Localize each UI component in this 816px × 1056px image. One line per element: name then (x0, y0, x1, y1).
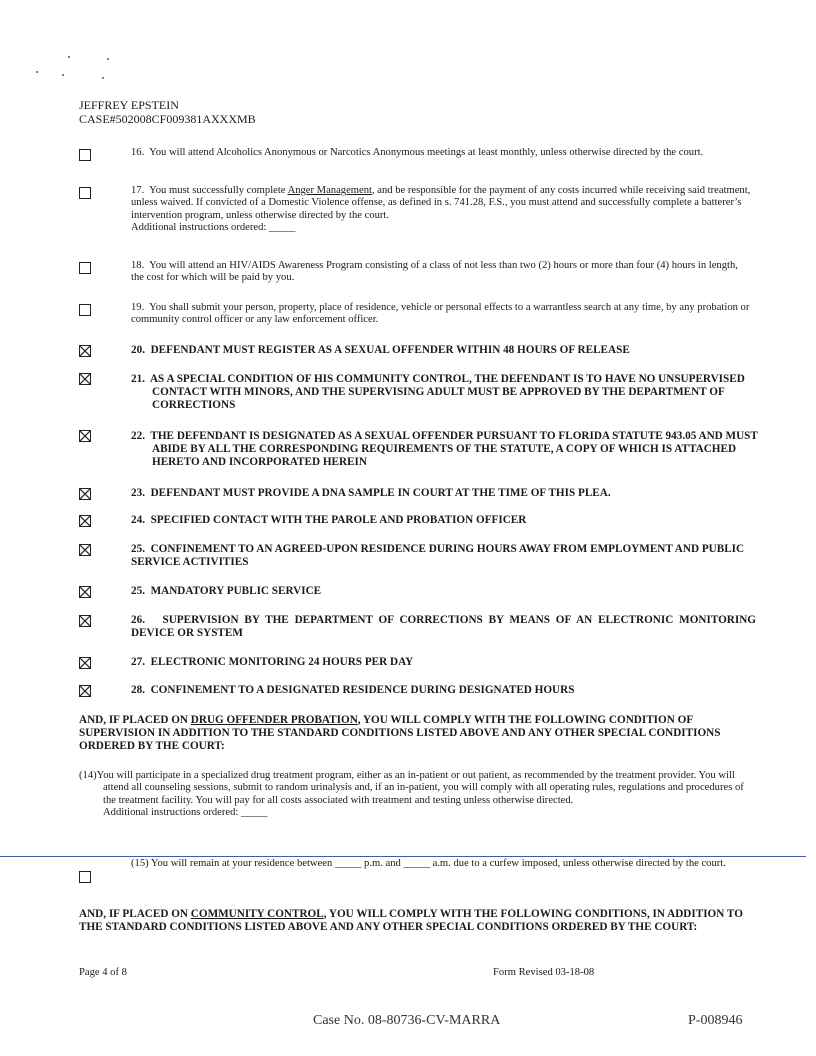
condition-24: 24. SPECIFIED CONTACT WITH THE PAROLE AND PROBATION OFFICER (131, 514, 527, 526)
condition-checkbox-15[interactable] (79, 871, 91, 883)
condition-15-text: You will remain at your residence between _____ p.m. and _____ a.m. due to a curfew imposed, unless otherwise directed by the court. (150, 858, 726, 869)
x-mark-icon (80, 545, 90, 555)
condition-25a-text: CONFINEMENT TO AN AGREED-UPON RESIDENCE DURING HOURS AWAY FROM EMPLOYMENT AND PUBLIC SERVICE ACTIVITIES (131, 543, 745, 568)
condition-checkbox-18[interactable] (79, 262, 91, 274)
page-number: Page 4 of 8 (79, 967, 127, 978)
condition-20-text: DEFENDANT MUST REGISTER AS A SEXUAL OFFENDER WITHIN 48 HOURS OF RELEASE (150, 344, 630, 356)
condition-16-text: You will attend Alcoholics Anonymous or Narcotics Anonymous meetings at least monthly, unless otherwise directed by the court. (149, 147, 704, 158)
condition-21: 21. AS A SPECIAL CONDITION OF HIS COMMUNITY CONTROL, THE DEFENDANT IS TO HAVE NO UNSUPERVISED CONTACT WITH MINORS, AND THE SUPERVISING ADULT MUST BE APPROVED BY THE DEPARTMENT OF CORRECTIONS (131, 373, 745, 411)
case-number: CASE#502008CF009381AXXXMB (79, 112, 256, 126)
condition-checkbox-19[interactable] (79, 304, 91, 316)
scan-divider-line (0, 856, 806, 857)
defendant-name: JEFFREY EPSTEIN (79, 98, 179, 112)
condition-checkbox-24[interactable] (79, 515, 91, 527)
condition-23-text: DEFENDANT MUST PROVIDE A DNA SAMPLE IN COURT AT THE TIME OF THIS PLEA. (150, 487, 611, 499)
x-mark-icon (80, 686, 90, 696)
condition-18: 18. You will attend an HIV/AIDS Awareness Program consisting of a class of not less than two (2) hours or more than four (4) hours in length, the cost for which will be paid by you. (131, 260, 738, 284)
condition-21-text: AS A SPECIAL CONDITION OF HIS COMMUNITY CONTROL, THE DEFENDANT IS TO HAVE NO UNSUPERVISED CONTACT WITH MINORS, AND THE SUPERVISING ADULT MUST BE APPROVED BY THE DEPARTMENT OF CORRECTIONS (149, 373, 745, 411)
condition-checkbox-23[interactable] (79, 488, 91, 500)
x-mark-icon (80, 516, 90, 526)
condition-checkbox-26[interactable] (79, 615, 91, 627)
scan-speck (62, 74, 64, 76)
condition-18-text: You will attend an HIV/AIDS Awareness Program consisting of a class of not less than two (2) hours or more than four (4) hours in length, the cost for which will be paid by you. (131, 260, 738, 284)
condition-28: 28. CONFINEMENT TO A DESIGNATED RESIDENCE DURING DESIGNATED HOURS (131, 684, 575, 696)
condition-checkbox-17[interactable] (79, 187, 91, 199)
condition-25b: 25. MANDATORY PUBLIC SERVICE (131, 585, 322, 597)
condition-checkbox-16[interactable] (79, 149, 91, 161)
form-revision: Form Revised 03-18-08 (493, 967, 595, 978)
condition-19-text: You shall submit your person, property, place of residence, vehicle or personal effects to a warrantless search at any time, by any probation or community control officer or any law enforcement officer. (131, 302, 750, 326)
x-mark-icon (80, 374, 90, 384)
x-mark-icon (80, 616, 90, 626)
condition-27-text: ELECTRONIC MONITORING 24 HOURS PER DAY (150, 656, 414, 668)
x-mark-icon (80, 587, 90, 597)
condition-20: 20. DEFENDANT MUST REGISTER AS A SEXUAL OFFENDER WITHIN 48 HOURS OF RELEASE (131, 344, 630, 356)
x-mark-icon (80, 431, 90, 441)
condition-checkbox-25a[interactable] (79, 544, 91, 556)
scan-speck (68, 56, 70, 58)
scan-speck (36, 71, 38, 73)
condition-15: (15) You will remain at your residence between _____ p.m. and _____ a.m. due to a curfew imposed, unless otherwise directed by the court. (131, 858, 726, 869)
condition-checkbox-28[interactable] (79, 685, 91, 697)
condition-17: 17. You must successfully complete Anger Management, and be responsible for the payment of any costs incurred while receiving said treatment, unless waived. If convicted of a Domestic Violence offense, as defined in s. 741.28, F.S., you must attend and successfully complete a batterer’s intervention program, unless otherwise directed by the court. Additional instructions ordered: _____ (131, 185, 751, 234)
condition-14-text: You will participate in a specialized drug treatment program, either as an in-patient or out patient, as recommended by the treatment provider. You will attend all counseling sessions, submit to random urinalysis and, if an in-patient, you will comply with all operating rules, regulations and procedures of the treatment facility. You will pay for all costs associated with treatment and testing unless otherwise directed. (96, 770, 744, 806)
condition-14: (14)You will participate in a specialized drug treatment program, either as an in-patient or out patient, as recommended by the treatment provider. You will attend all counseling sessions, submit to random urinalysis and, if an in-patient, you will comply with all operating rules, regulations and procedures of the treatment facility. You will pay for all costs associated with treatment and testing unless otherwise directed. Additional instructions ordered: _____ (79, 770, 749, 820)
condition-22-text: THE DEFENDANT IS DESIGNATED AS A SEXUAL OFFENDER PURSUANT TO FLORIDA STATUTE 943.05 AND MUST ABIDE BY ALL THE CORRESPONDING REQUIREMENTS OF THE STATUTE, A COPY OF WHICH IS ATTACHED HERETO AND INCORPORATED HEREIN (150, 430, 758, 468)
x-mark-icon (80, 346, 90, 356)
condition-16: 16. You will attend Alcoholics Anonymous or Narcotics Anonymous meetings at least monthly, unless otherwise directed by the court. (131, 147, 704, 158)
scan-speck (102, 77, 104, 79)
condition-25b-text: MANDATORY PUBLIC SERVICE (150, 585, 322, 597)
bates-case-number: Case No. 08-80736-CV-MARRA (313, 1013, 501, 1028)
condition-14-additional: Additional instructions ordered: _____ (103, 807, 268, 819)
condition-26: 26. SUPERVISION BY THE DEPARTMENT OF CORRECTIONS BY MEANS OF AN ELECTRONIC MONITORING DEVICE OR SYSTEM (131, 614, 757, 639)
condition-checkbox-21[interactable] (79, 373, 91, 385)
x-mark-icon (80, 658, 90, 668)
condition-22: 22. THE DEFENDANT IS DESIGNATED AS A SEXUAL OFFENDER PURSUANT TO FLORIDA STATUTE 943.05 AND MUST ABIDE BY ALL THE CORRESPONDING REQUIREMENTS OF THE STATUTE, A COPY OF WHICH IS ATTACHED HERETO AND INCORPORATED HEREIN (131, 430, 758, 468)
bates-page-id: P-008946 (688, 1013, 743, 1028)
x-mark-icon (80, 489, 90, 499)
condition-checkbox-20[interactable] (79, 345, 91, 357)
condition-26-text: SUPERVISION BY THE DEPARTMENT OF CORRECTIONS BY MEANS OF AN ELECTRONIC MONITORING DEVICE OR SYSTEM (131, 614, 757, 639)
condition-checkbox-22[interactable] (79, 430, 91, 442)
condition-27: 27. ELECTRONIC MONITORING 24 HOURS PER DAY (131, 656, 414, 668)
condition-23: 23. DEFENDANT MUST PROVIDE A DNA SAMPLE IN COURT AT THE TIME OF THIS PLEA. (131, 487, 611, 499)
anger-management-link-text: Anger Management (287, 185, 372, 196)
condition-checkbox-27[interactable] (79, 657, 91, 669)
condition-24-text: SPECIFIED CONTACT WITH THE PAROLE AND PROBATION OFFICER (150, 514, 527, 526)
condition-28-text: CONFINEMENT TO A DESIGNATED RESIDENCE DURING DESIGNATED HOURS (150, 684, 575, 696)
drug-offender-section-heading: AND, IF PLACED ON DRUG OFFENDER PROBATION, YOU WILL COMPLY WITH THE FOLLOWING CONDITION OF SUPERVISION IN ADDITION TO THE STANDARD CONDITIONS LISTED ABOVE AND ANY OTHER SPECIAL CONDITIONS ORDERED BY THE COURT: (79, 714, 721, 752)
document-header (79, 98, 256, 126)
community-control-section-heading: AND, IF PLACED ON COMMUNITY CONTROL, YOU WILL COMPLY WITH THE FOLLOWING CONDITIONS, IN ADDITION TO THE STANDARD CONDITIONS LISTED ABOVE AND ANY OTHER SPECIAL CONDITIONS ORDERED BY THE COURT: (79, 908, 743, 933)
condition-checkbox-25b[interactable] (79, 586, 91, 598)
condition-17-additional: Additional instructions ordered: _____ (131, 222, 296, 234)
condition-19: 19. You shall submit your person, property, place of residence, vehicle or personal effects to a warrantless search at any time, by any probation or community control officer or any law enforcement officer. (131, 302, 750, 326)
condition-25a: 25. CONFINEMENT TO AN AGREED-UPON RESIDENCE DURING HOURS AWAY FROM EMPLOYMENT AND PUBLIC SERVICE ACTIVITIES (131, 543, 745, 568)
scan-speck (107, 58, 109, 60)
